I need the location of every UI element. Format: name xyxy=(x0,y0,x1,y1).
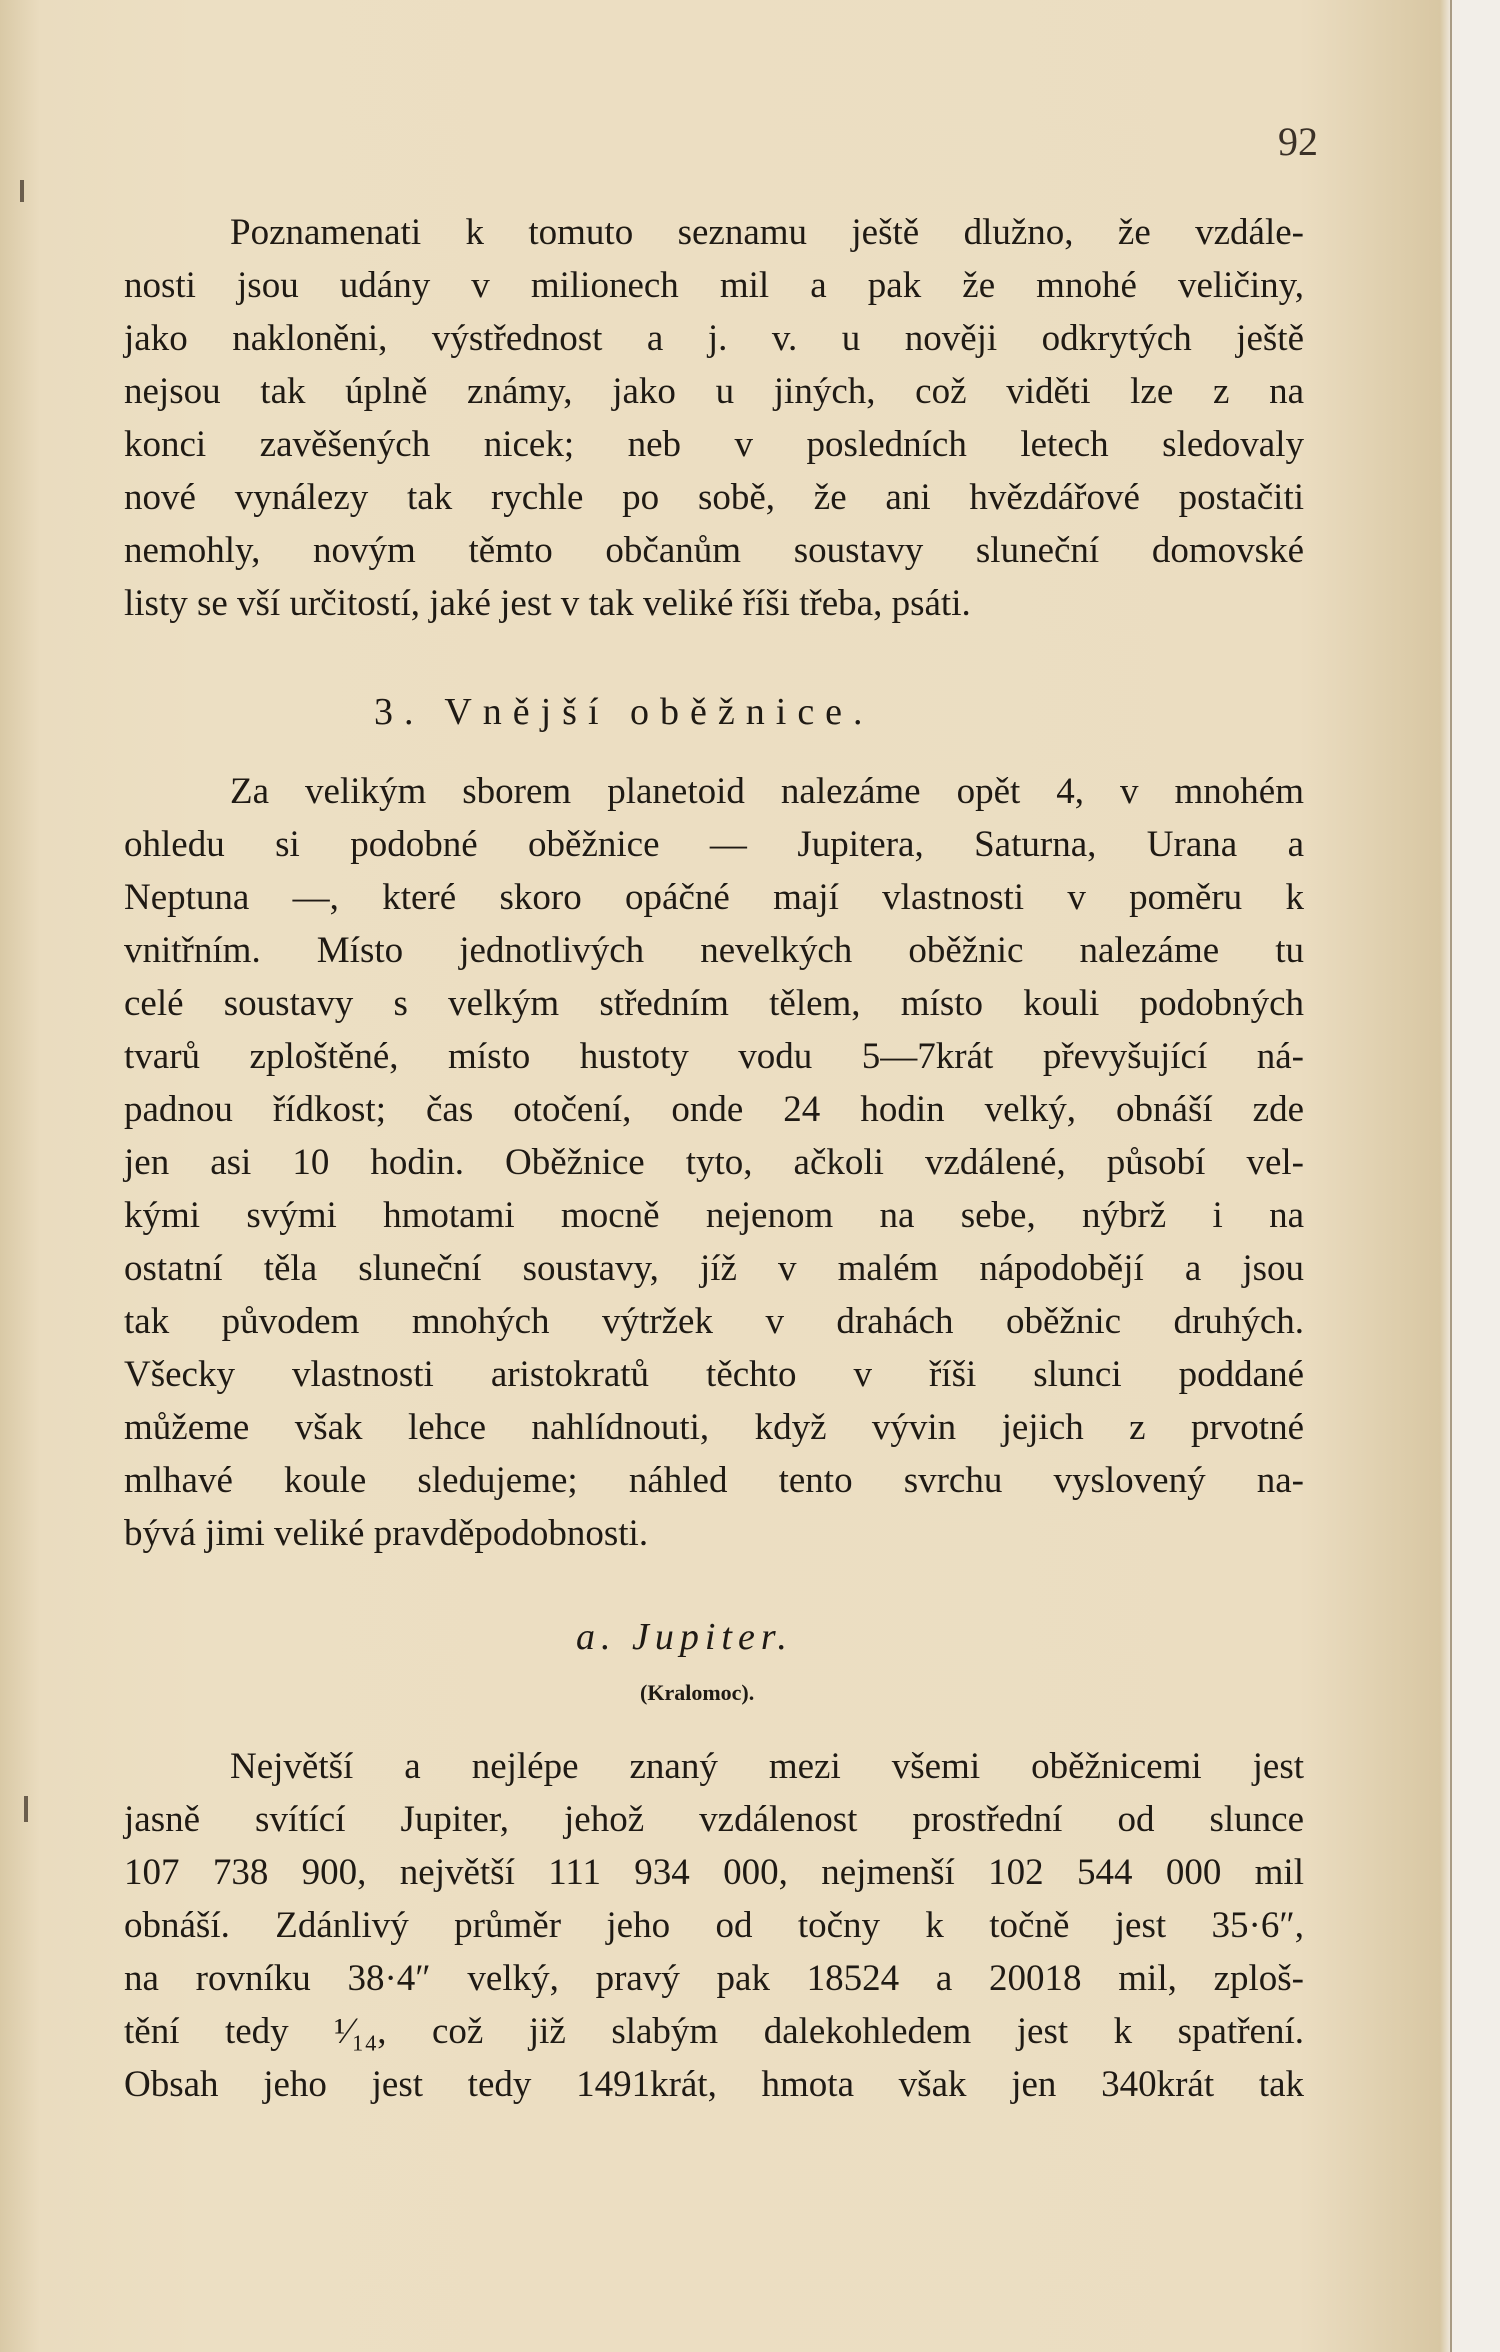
text-line: 107 738 900, největší 111 934 000, nejmenší 102 544 000 mil xyxy=(124,1852,1304,1893)
text-line: mlhavé koule sledujeme; náhled tento svrchu vyslovený na- xyxy=(124,1460,1304,1501)
text-line: jasně svítící Jupiter, jehož vzdálenost prostřední od slunce xyxy=(124,1799,1304,1840)
margin-mark xyxy=(24,1796,28,1822)
text-line: celé soustavy s velkým středním tělem, místo kouli podobných xyxy=(124,983,1304,1024)
page-number: 92 xyxy=(1278,119,1318,164)
paragraph-3 xyxy=(124,1740,1304,2111)
text-line: tak původem mnohých výtržek v drahách oběžnic druhých. xyxy=(124,1301,1304,1342)
paragraph-2 xyxy=(124,765,1304,1560)
text-line: Všecky vlastnosti aristokratů těchto v říši slunci poddané xyxy=(124,1354,1304,1395)
text-line: konci zavěšených nicek; neb v posledních letech sledovaly xyxy=(124,424,1304,465)
text-line: ohledu si podobné oběžnice — Jupitera, Saturna, Urana a xyxy=(124,824,1304,865)
text-line: můžeme však lehce nahlídnouti, když vývin jejich z prvotné xyxy=(124,1407,1304,1448)
text-line: tění tedy ¹⁄₁₄, což již slabým dalekohledem jest k spatření. xyxy=(124,2011,1304,2052)
text-line: vnitřním. Místo jednotlivých nevelkých oběžnic nalezáme tu xyxy=(124,930,1304,971)
text-line: Za velikým sborem planetoid nalezáme opět 4, v mnohém xyxy=(230,771,1304,812)
subsection-title: a. Jupiter. xyxy=(576,1616,793,1658)
text-line: obnáší. Zdánlivý průměr jeho od točny k točně jest 35·6″, xyxy=(124,1905,1304,1946)
paragraph-1 xyxy=(124,206,1304,630)
text-line: jen asi 10 hodin. Oběžnice tyto, ačkoli vzdálené, působí vel- xyxy=(124,1142,1304,1183)
text-line: nosti jsou udány v milionech mil a pak že mnohé veličiny, xyxy=(124,265,1304,306)
text-line: Obsah jeho jest tedy 1491krát, hmota však jen 340krát tak xyxy=(124,2064,1304,2105)
text-line: nejsou tak úplně známy, jako u jiných, což viděti lze z na xyxy=(124,371,1304,412)
text-line: nové vynálezy tak rychle po sobě, že ani hvězdářové postačiti xyxy=(124,477,1304,518)
text-line: na rovníku 38·4″ velký, pravý pak 18524 a 20018 mil, zploš- xyxy=(124,1958,1304,1999)
text-line: bývá jimi veliké pravděpodobnosti. xyxy=(124,1513,649,1554)
text-line: Největší a nejlépe znaný mezi všemi oběžnicemi jest xyxy=(230,1746,1304,1787)
text-line: nemohly, novým těmto občanům soustavy sluneční domovské xyxy=(124,530,1304,571)
text-line: padnou řídkost; čas otočení, onde 24 hodin velký, obnáší zde xyxy=(124,1089,1304,1130)
text-line: Poznamenati k tomuto seznamu ještě dlužno, že vzdále- xyxy=(230,212,1304,253)
text-line: tvarů zploštěné, místo hustoty vodu 5—7krát převyšující ná- xyxy=(124,1036,1304,1077)
text-line: listy se vší určitostí, jaké jest v tak veliké říši třeba, psáti. xyxy=(124,583,971,624)
subsection-subtitle: (Kralomoc). xyxy=(640,1680,755,1705)
text-line: kými svými hmotami mocně nejenom na sebe, nýbrž i na xyxy=(124,1195,1304,1236)
scan-edge xyxy=(1450,0,1500,2352)
text-line: ostatní těla sluneční soustavy, jíž v malém nápodobějí a jsou xyxy=(124,1248,1304,1289)
section-heading: 3. Vnější oběžnice. xyxy=(374,691,874,733)
margin-mark xyxy=(20,180,24,202)
text-line: Neptuna —, které skoro opáčné mají vlastnosti v poměru k xyxy=(124,877,1304,918)
text-line: jako nakloněni, výstřednost a j. v. u nověji odkrytých ještě xyxy=(124,318,1304,359)
